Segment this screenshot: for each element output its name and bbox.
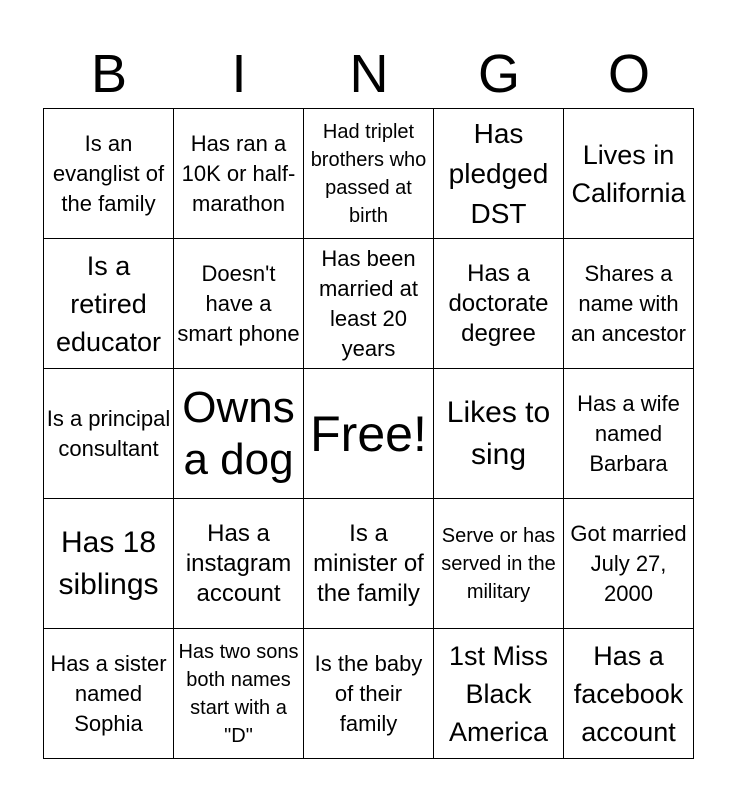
bingo-cell[interactable] [304, 499, 434, 629]
bingo-cell[interactable] [174, 369, 304, 499]
header-letter-i: I [231, 44, 247, 104]
bingo-cell[interactable] [174, 499, 304, 629]
bingo-cell-text: 1st Miss Black America [448, 640, 549, 747]
bingo-cell-text: Owns a dog [182, 382, 295, 484]
bingo-cell[interactable] [174, 109, 304, 239]
bingo-cell[interactable] [304, 629, 434, 759]
bingo-cell-text: Shares a name with an ancestor [571, 260, 686, 346]
bingo-cell-text: Has ran a 10K or half-marathon [181, 130, 296, 216]
bingo-cell-text: Is a principal consultant [46, 405, 171, 461]
bingo-cell[interactable] [44, 109, 174, 239]
bingo-cell[interactable] [564, 239, 694, 369]
bingo-cell-text: Has a facebook account [573, 640, 684, 747]
bingo-cell[interactable] [434, 499, 564, 629]
bingo-cell-text: Has a wife named Barbara [577, 390, 680, 476]
bingo-cell[interactable] [434, 109, 564, 239]
header-letter-o: O [607, 44, 650, 104]
free-space-cell[interactable] [304, 369, 434, 499]
bingo-cell-text: Had triplet brothers who passed at birth [310, 120, 427, 227]
bingo-cell[interactable] [564, 629, 694, 759]
header-letter-b: B [90, 44, 128, 104]
bingo-cell[interactable] [304, 239, 434, 369]
bingo-cell-text: Likes to sing [446, 395, 551, 471]
header-letter-g: G [477, 44, 520, 104]
bingo-cell[interactable] [564, 499, 694, 629]
bingo-cell-text: Has a sister named Sophia [50, 650, 167, 736]
bingo-cell-text: Has pledged DST [448, 117, 549, 229]
bingo-cell-text: Has a doctorate degree [448, 259, 549, 347]
bingo-cell-text: Free! [310, 405, 427, 462]
bingo-cell[interactable] [434, 369, 564, 499]
bingo-cell-text: Serve or has served in the military [441, 524, 556, 603]
bingo-cell-text: Has two sons both names start with a "D" [178, 640, 299, 747]
bingo-cell-text: Is an evanglist of the family [52, 130, 165, 216]
bingo-cell[interactable] [44, 629, 174, 759]
bingo-cell-text: Doesn't have a smart phone [177, 260, 300, 346]
bingo-cell[interactable] [44, 499, 174, 629]
bingo-cell[interactable] [564, 369, 694, 499]
bingo-cell[interactable] [434, 239, 564, 369]
bingo-cell-text: Got married July 27, 2000 [570, 520, 687, 606]
header-letter-n: N [349, 44, 389, 104]
bingo-cell[interactable] [174, 629, 304, 759]
bingo-cell-text: Has 18 siblings [58, 525, 159, 601]
bingo-cell-text: Is a minister of the family [313, 519, 424, 607]
bingo-cell-text: Is a retired educator [55, 250, 162, 357]
bingo-cell[interactable] [434, 629, 564, 759]
bingo-cell-text: Has been married at least 20 years [318, 245, 419, 361]
bingo-header [44, 40, 694, 108]
bingo-cell[interactable] [44, 239, 174, 369]
bingo-cell[interactable] [174, 239, 304, 369]
bingo-cell-text: Is the baby of their family [314, 650, 423, 736]
bingo-cell[interactable] [304, 109, 434, 239]
bingo-cell[interactable] [564, 109, 694, 239]
bingo-board [43, 108, 694, 759]
bingo-cell[interactable] [44, 369, 174, 499]
bingo-cell-text: Lives in California [571, 139, 686, 208]
bingo-cell-text: Has a instagram account [185, 519, 292, 607]
